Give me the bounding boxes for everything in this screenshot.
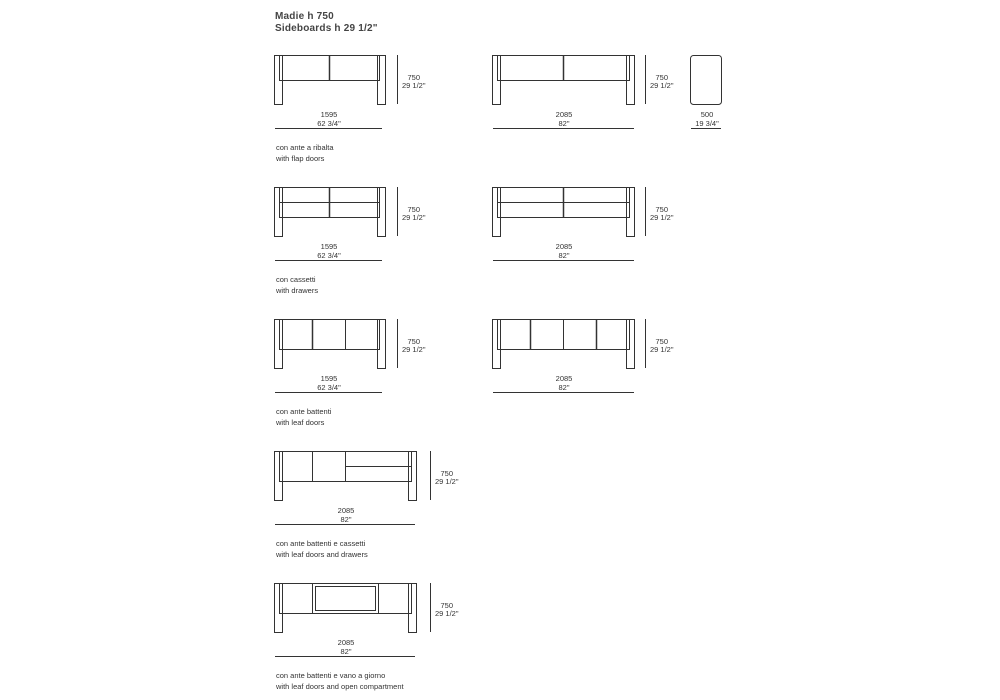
height-label: 750 29 1/2" xyxy=(402,205,426,222)
caption-open-compartment: con ante battenti e vano a giorno with leaf doors and open compartment xyxy=(276,671,404,691)
sideboard-open-compartment-2085 xyxy=(275,584,417,633)
height-label: 750 29 1/2" xyxy=(435,601,459,618)
width-label-2085: 2085 82" xyxy=(555,374,573,392)
height-label: 750 29 1/2" xyxy=(402,337,426,354)
height-label: 750 29 1/2" xyxy=(402,73,426,90)
depth-label: 500 19 3/4" xyxy=(695,110,719,128)
width-label-2085: 2085 82" xyxy=(555,242,573,260)
title-english: Sideboards h 29 1/2" xyxy=(275,23,378,34)
sideboard-leaf-doors-drawers-2085 xyxy=(275,452,417,501)
sideboard-flap-doors-1595 xyxy=(275,56,386,105)
sideboard-side-view xyxy=(691,56,722,105)
width-label-1595: 1595 62 3/4" xyxy=(317,374,341,392)
width-label-2085: 2085 82" xyxy=(555,110,573,128)
sideboard-drawers-2085 xyxy=(493,188,635,237)
height-label: 750 29 1/2" xyxy=(650,73,674,90)
caption-flap-doors: con ante a ribalta with flap doors xyxy=(276,143,334,163)
width-label-1595: 1595 62 3/4" xyxy=(317,242,341,260)
title-italian: Madie h 750 xyxy=(275,11,334,22)
sideboard-flap-doors-2085 xyxy=(493,56,635,105)
height-label: 750 29 1/2" xyxy=(650,337,674,354)
width-label-2085: 2085 82" xyxy=(337,638,355,656)
height-label: 750 29 1/2" xyxy=(435,469,459,486)
dimension-lines xyxy=(275,55,721,657)
sideboard-drawers-1595 xyxy=(275,188,386,237)
sideboard-leaf-doors-1595 xyxy=(275,320,386,369)
caption-drawers: con cassetti with drawers xyxy=(276,275,319,295)
height-label: 750 29 1/2" xyxy=(650,205,674,222)
width-label-1595: 1595 62 3/4" xyxy=(317,110,341,128)
caption-leaf-doors: con ante battenti with leaf doors xyxy=(276,407,332,427)
width-label-2085: 2085 82" xyxy=(337,506,355,524)
caption-leaf-doors-drawers: con ante battenti e cassetti with leaf doors and drawers xyxy=(276,539,368,559)
sideboard-leaf-doors-2085 xyxy=(493,320,635,369)
